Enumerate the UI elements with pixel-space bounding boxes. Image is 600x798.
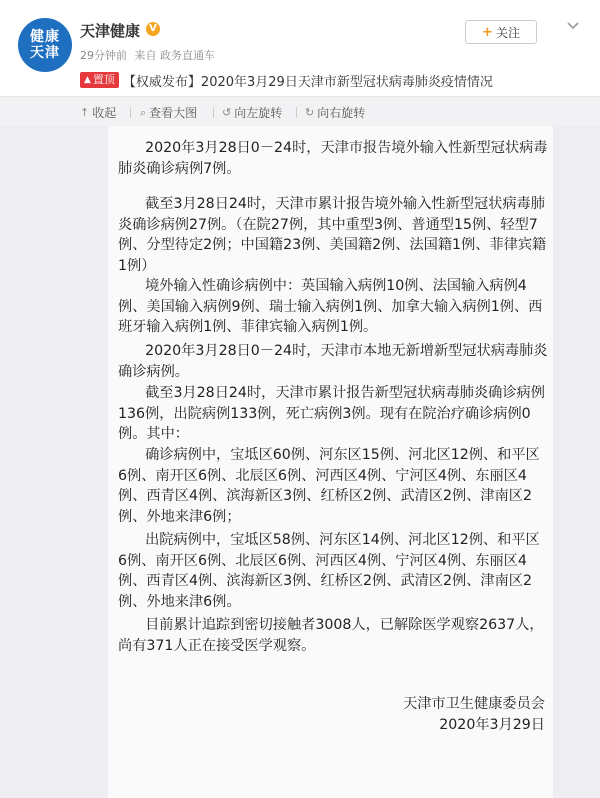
- magnifier-icon: ⌕: [140, 105, 147, 119]
- notice-paragraph: 截至3月28日24时，天津市累计报告新型冠状病毒肺炎确诊病例136例，出院病例133例，死亡病例3例。现有在院治疗确诊病例0例。其中：: [118, 385, 545, 442]
- rotate-left-button[interactable]: [222, 104, 282, 121]
- post-source[interactable]: 来自 政务直通车: [134, 49, 215, 62]
- post-time[interactable]: 29分钟前: [80, 49, 127, 62]
- toolbar-divider: [130, 107, 131, 118]
- post-headline: [80, 70, 493, 90]
- post-meta: [80, 47, 219, 63]
- toolbar-divider: [296, 107, 297, 118]
- notice-paragraph: 确诊病例中，宝坻区60例、河东区15例、河北区12例、和平区6例、南开区6例、北辰区6例、河西区4例、宁河区4例、东丽区4例、西青区4例、滨海新区3例、红桥区2例、武清区2例、津南区2例、外地来津6例；: [118, 447, 540, 525]
- notice-signature: 天津市卫生健康委员会: [403, 696, 545, 712]
- notice-paragraph: 境外输入性确诊病例中：英国输入病例10例、法国输入病例4例、美国输入病例9例、瑞士输入病例1例、加拿大输入病例1例、西班牙输入病例1例、菲律宾输入病例1例。: [118, 278, 543, 335]
- image-toolbar: [0, 96, 600, 126]
- avatar-text-top: 健康: [30, 29, 60, 45]
- view-large-label: 查看大图: [149, 106, 198, 120]
- notice-paragraph: 出院病例中，宝坻区58例、河东区14例、河北区12例、和平区6例、南开区6例、北辰区6例、河西区4例、宁河区4例、东丽区4例、西青区4例、滨海新区3例、红桥区2例、武清区2例、津南区2例、外地来津6例。: [118, 532, 540, 610]
- rotate-right-button[interactable]: [305, 104, 365, 121]
- chevron-down-icon[interactable]: [564, 16, 582, 34]
- rotate-right-icon: ↻: [305, 106, 315, 119]
- toolbar-divider: [213, 107, 214, 118]
- follow-label: 关注: [495, 25, 520, 40]
- collapse-button[interactable]: [80, 104, 116, 121]
- collapse-icon: ↑: [80, 106, 90, 119]
- rotate-left-label: 向左旋转: [234, 106, 283, 120]
- collapse-label: 收起: [92, 106, 117, 120]
- pinned-badge: [80, 72, 119, 88]
- follow-button[interactable]: [465, 20, 537, 44]
- notice-paragraph: 2020年3月28日0－24时，天津市本地无新增新型冠状病毒肺炎确诊病例。: [118, 343, 548, 380]
- post-title[interactable]: 【权威发布】2020年3月29日天津市新型冠状病毒肺炎疫情情况: [122, 74, 493, 90]
- plus-icon: +: [482, 24, 493, 40]
- view-large-button[interactable]: [140, 104, 197, 121]
- avatar-text-bottom: 天津: [30, 45, 60, 61]
- post-header: [0, 0, 600, 96]
- rotate-left-icon: ↺: [222, 106, 232, 119]
- verified-badge-icon: V: [146, 22, 160, 36]
- notice-paragraph: 截至3月28日24时，天津市累计报告境外输入性新型冠状病毒肺炎确诊病例27例。（在院27例，其中重型3例、普通型15例、轻型7例、分型待定2例；中国籍23例、美国籍2例、法国籍1例、菲律宾籍1例）: [118, 196, 547, 274]
- notice-date: 2020年3月29日: [439, 717, 545, 733]
- user-name[interactable]: 天津健康: [80, 22, 141, 40]
- pin-icon: ▲: [84, 75, 91, 85]
- notice-paragraph: 目前累计追踪到密切接触者3008人，已解除医学观察2637人，尚有371人正在接受医学观察。: [118, 617, 544, 654]
- notice-paragraph: 2020年3月28日0－24时，天津市报告境外输入性新型冠状病毒肺炎确诊病例7例。: [118, 140, 548, 177]
- avatar[interactable]: [18, 18, 72, 72]
- pinned-label: 置顶: [92, 73, 115, 86]
- notice-image[interactable]: [108, 126, 553, 798]
- rotate-right-label: 向右旋转: [317, 106, 366, 120]
